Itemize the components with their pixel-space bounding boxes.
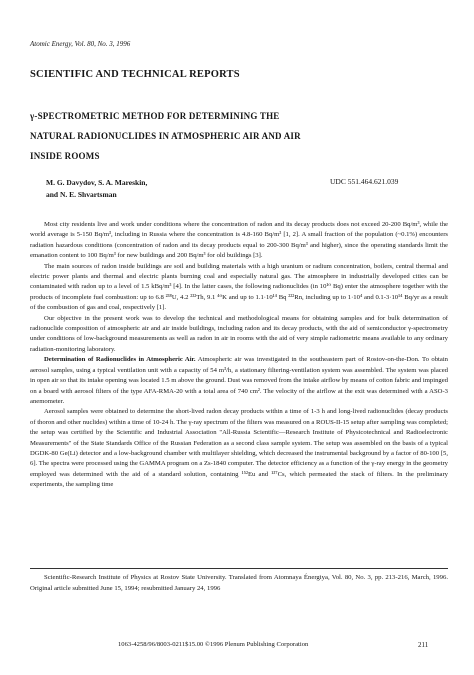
- paragraph: Most city residents live and work under conditions where the concentration of radon and its decay products does not exceed 20-200 Bq/m³, while the world average is 5-150 Bq/m³, including in Russia where the concentration is 4.8-160 Bq/m³ [1, 2]. A small fraction of the population (~0.1%) encounters radiation hazardous conditions (concentration of radon and its decay products equal to 200-300 Bq/m³ and higher), since the operating standards limit the emanation content to 100 Bq/m³ for new buildings and 200 Bq/m³ for old buildings [3].: [30, 221, 448, 260]
- paragraph: [30, 355, 448, 407]
- journal-header: Atomic Energy, Vol. 80, No. 3, 1996: [30, 40, 131, 48]
- authors-line: M. G. Davydov, S. A. Mareskin,: [46, 178, 148, 187]
- article-title: [30, 106, 370, 166]
- title-line: INSIDE ROOMS: [30, 151, 100, 161]
- title-line: NATURAL RADIONUCLIDES IN ATMOSPHERIC AIR AND AIR: [30, 131, 301, 141]
- authors: [46, 177, 147, 201]
- udc-code: UDC 551.464.621.039: [330, 177, 399, 186]
- paragraph: The main sources of radon inside buildings are soil and building materials with a high uranium or radium concentration, boilers, central thermal and electric power plants and thermal and electric plants burning coal and especially natural gas. The atmosphere in industrially developed cities can be contaminated with radon up to a level of 1.5 kBq/m³ [4]. In the latter cases, the following radionuclides (in 10¹⁰ Bq) enter the atmosphere together with the products of incomplete fuel combustion: up to 6.8 ²³⁸U, 4.2 ²³²Th, 9.1 ⁴⁰K and up to 1.1·10¹⁴ Bq ²²²Rn, including up to 1·10⁴ and 0.1-3·10¹⁴ Bq/yr as a result of the combustion of gas and coal, respectively [1].: [30, 262, 448, 312]
- paragraph-text: Atmospheric air was investigated in the southeastern part of Rostov-on-the-Don. To obtain aerosol samples, using a typical ventilation unit with a capacity of 54 m³/h, a stationary filtering-ventilation system was assembled. The system was placed in open air so that its intake opening was located 1.5 m above the ground. Dust was removed from the intake airflow by means of cotton fabric and impinged on a board with aerosol filters of the type AFA-RMA-20 with a total area of 740 cm². The velocity of the airflow at the exit was determined with a ASO-3 anemometer.: [30, 356, 448, 405]
- authors-line: and N. E. Shvartsman: [46, 190, 117, 199]
- paragraph-lead-heading: Determination of Radionuclides in Atmospheric Air.: [44, 356, 196, 364]
- article-body: [30, 220, 448, 491]
- page-number: 211: [418, 641, 429, 649]
- title-line: γ-SPECTROMETRIC METHOD FOR DETERMINING THE: [30, 111, 280, 121]
- paragraph: Our objective in the present work was to develop the technical and methodological means for obtaining samples and for bulk determination of radionuclide composition of atmospheric air and air inside buildings, including radon and its decay products, with the aid of semiconductor γ-spectrometry under conditions of low-background measurements as well as radon in air in rooms with the aid of very simple radiometric means available to any ordinary radiation-monitoring laboratory.: [30, 314, 448, 353]
- copyright-line: 1063-4258/96/8003-0211$15.00 ©1996 Plenum Publishing Corporation: [118, 641, 309, 648]
- section-title: SCIENTIFIC AND TECHNICAL REPORTS: [30, 69, 240, 80]
- footnote: Scientific-Research Institute of Physics at Rostov State University. Translated from Atomnaya Énergiya, Vol. 80, No. 3, pp. 213-216, March, 1996. Original article submitted June 15, 1994; resubmitted January 24, 1996: [30, 574, 448, 592]
- paragraph: Aerosol samples were obtained to determine the short-lived radon decay products within a time of 1-3 h and long-lived radionuclides (decay products of thoron and other nuclides) within a time of 10-24 h. The γ-ray spectrum of the filters was measured on a ROUS-II-15 setup after sampling was completed; the setup was certified by the Scientific and Industrial Association "All-Russia Scientific—Research Institute of Physicotechnical and Radioelectronic Measurements" of the State Standards Office of the Russian Federation as a second class sample system. The setup was assembled on the basis of a typical DGDK-80 Ge(Li) detector and a low-background chamber with multilayer shielding, which decreased the instrumental background by a factor of 80-100 [5, 6]. The spectra were processed using the GAMMA program on a Zs-1840 computer. The detector efficiency as a function of the γ-ray energy in the geometry employed was determined with the aid of a standard solution, containing ¹⁵²Eu and ¹³⁷Cs, which permeated the stack of filters. In the preliminary experiments, the sampling time: [30, 408, 448, 489]
- footnote-divider: [30, 568, 448, 569]
